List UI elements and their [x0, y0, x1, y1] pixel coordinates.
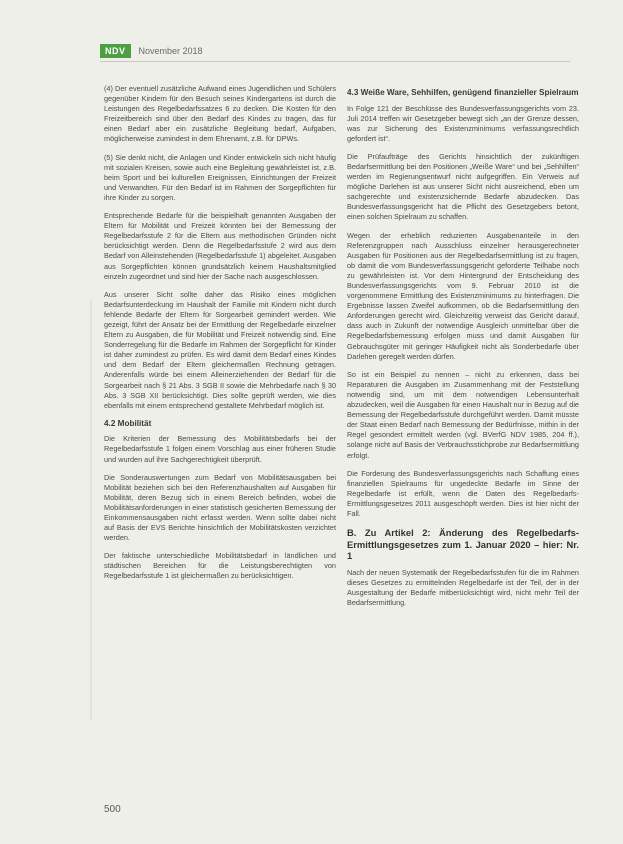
paragraph: Entsprechende Bedarfe für die beispielhaft genannten Ausgaben der Eltern für Mobilität und Freizeit könnten bei der Bemessung der Regelbedarfsstufe 2 für die Eltern aus methodischen Gründen nicht berücksichtigt werden. Denn die Regelbedarfsstufe 2 wird aus dem Bedarf von Alleinstehenden (Regelbedarfsstufe 1) abgeleitet. Ausgaben aus Sorgepflichten können grundsätzlich keinem Haushaltsmitglied einzeln zugeordnet und sind hier der Sache nach ausgeschlossen. — [104, 211, 336, 281]
paragraph: Wegen der erheblich reduzierten Ausgabenanteile in den Referenzgruppen nach Ausschluss einzelner herausgerechneter Ausgaben für Positionen aus der Regelbedarfsermittlung ist zu fragen, ob damit die vom Bundesverfassungsgericht geforderte Teilhabe noch zu gewährleisten ist. Vor dem Hintergrund der Entscheidung des Bundesverfassungsgerichts vom 9. Februar 2010 ist die vorgenommene Ermittlung des Existenzminimums zu hinterfragen. Die Ergebnisse lassen Zweifel aufkommen, ob die Bedarfsermittlung den Anforderungen gerecht wird. Gleichzeitig verweist das Gericht darauf, dass auch in Zukunft der notwendige Ausgleich unmittelbar über die Regelbedarfsbemessung erfolgen muss und damit Ausgaben für Gebrauchsgüter mit geringer Häufigkeit nicht als Sonderbedarfe über Darlehen geregelt werden dürfen. — [347, 230, 579, 361]
paragraph: Die Kriterien der Bemessung des Mobilitätsbedarfs bei der Regelbedarfsstufe 1 folgen einem Vorschlag aus einer früheren Studie und wurden auf ihre Sachgerechtigkeit überprüft. — [104, 434, 336, 464]
page-header — [100, 44, 203, 58]
paragraph: Die Forderung des Bundesverfassungsgerichts nach Schaffung eines finanziellen Spielraums für ungedeckte Bedarfe im Sinne der Regelbedarfe ist erfüllt, wenn die Daten des Regelbedarfs-Ermittlungsgesetzes 2011 ausgeschöpft werden. Dies ist hier nicht der Fall. — [347, 468, 579, 518]
paragraph: Nach der neuen Systematik der Regelbedarfsstufen für die im Rahmen dieses Gesetzes zu ermittelnden Regelbedarfe ist der Teil, der in der Ausgestaltung der Bedarfe mitberücksichtigt wird, nicht mehr Teil der Bedarfsermittlung. — [347, 567, 579, 607]
page-number: 500 — [104, 804, 121, 815]
paragraph: So ist ein Beispiel zu nennen – nicht zu erkennen, dass bei Reparaturen die Ausgaben im Zusammenhang mit der Feststellung notwendig sind, um mit dem notwendigen Lebensunterhalt abzudecken, weil die Ausgaben für einen Haushalt nur in Bezug auf die Bemessung der Regelbedarfsstufe durchgeführt werden. Damit müsste der Staat einen Bedarf nach Bemessung der Bedürfnisse, mithin in der Regel gesondert ermittelt werden (vgl. BVerfG NDV 1985, 204 ff.), solange nicht auf Basis der Verbrauchsstichprobe zur Bedarfsermittlung erfolgt. — [347, 369, 579, 460]
journal-badge: NDV — [100, 44, 131, 58]
paragraph: Die Sonderauswertungen zum Bedarf von Mobilitätsausgaben bei Mobilität beziehen sich bei den Referenzhaushalten auf Ausgaben für Mobilität, deren Bezug sich in einem Bereich befinden, wobei die Mobilitätsanforderungen in einer statistisch gesicherten Bemessung der Einkommensausgaben nicht erfasst werden. Wenn sollte dabei nicht auf Basis der EVS Berichte hinsichtlich der Mobilitätskosten verzichtet werden. — [104, 472, 336, 543]
paragraph: (5) Sie denkt nicht, die Anlagen und Kinder entwickeln sich nicht häufig mit sozialen Kreisen, sowie auch eine Begleitung gewährleistet ist, z.B. beim Sport und bei kulturellen Ereignissen, Einrichtungen der Freizeit und Verwandten. Für den Bedarf ist im Rahmen der Sorgepflichten für ihre Kinder zu sorgen. — [104, 152, 336, 202]
paragraph: Der faktische unterschiedliche Mobilitätsbedarf in ländlichen und städtischen Bereichen für die Leistungsberechtigten von Regelbedarfsstufe 1 ist gleichermaßen zu berücksichtigen. — [104, 551, 336, 581]
section-heading-mobility: 4.2 Mobilität — [104, 418, 152, 428]
right-column — [347, 84, 579, 616]
issue-date: November 2018 — [138, 46, 203, 56]
paragraph: Aus unserer Sicht sollte daher das Risiko eines möglichen Bedarfsunterdeckung im Haushalt der Familie mit Kindern nicht durch fehlende Bedarfe der Eltern für Sorgearbeit gemindert werden. Wie gezeigt, führt der Ansatz bei der Ermittlung der Regelbedarfe einzelner Eltern zu Ausgaben, die für Mobilität und Freizeit notwendig sind. Eine Sonderregelung für die Bedarfe im Rahmen der Sorgepflicht für Kinder ist daher zumindest zu prüfen. Es wird damit dem Bedarf eines Kindes und dem Bedarf der Eltern gleichermaßen Rechnung getragen. Anderenfalls würde bei einem Alleinerziehenden der Bedarf für die Sorgearbeit nach § 21 Abs. 3 SGB II sowie die Mehrbedarfe nach § 30 Abs. 3 SGB XII berücksichtigt. Dies sollte geprüft werden, wie dies ebenfalls mit einem entsprechend gestaltete Mehrbedarf möglich ist. — [104, 289, 336, 410]
paragraph: In Folge 121 der Beschlüsse des Bundesverfassungsgerichts vom 23. Juli 2014 treffen wir Gesetzgeber bewegt sich „an der Grenze dessen, was zur Sicherung des Existenzminimums verfassungsrechtlich gefordert ist“. — [347, 103, 579, 143]
margin-mark — [90, 300, 92, 720]
article-heading: B. Zu Artikel 2: Änderung des Regelbedarfs-Ermittlungsgesetzes zum 1. Januar 2020 – hier: Nr. 1 — [347, 527, 579, 562]
left-column — [104, 84, 336, 590]
header-divider — [100, 61, 570, 62]
paragraph: (4) Der eventuell zusätzliche Aufwand eines Jugendlichen und Schülers gegenüber Kindern für den Besuch seines Kindergartens ist durch die Leistungen des Regelbedarfssatzes 6 zu decken. Die Kosten für den Freizeitbereich sind über den Bedarf des Kindes zu tragen, das für einen Bedarf aber ein zusätzliche Begleitung bedarf, Aufgaben, möglicherweise zumindest in dem Ehrenamt, z.B. für DPWs. — [104, 84, 336, 144]
paragraph: Die Prüfaufträge des Gerichts hinsichtlich der zukünftigen Bedarfsermittlung bei den Positionen „Weiße Ware“ und bei „Sehhilfen“ werden im Regierungsentwurf nicht aufgegriffen. Ein Verweis auf mögliche Darlehen ist aus unserer Sicht nicht ausreichend, eben um sachgerechte und existenzsichernde Bedarfe abzudecken. Das Bundesverfassungsgericht hat die Pflicht des Gesetzgebers betont, einen solchen Spielraum zu schaffen. — [347, 151, 579, 222]
section-heading-white-goods: 4.3 Weiße Ware, Sehhilfen, genügend finanzieller Spielraum — [347, 88, 579, 97]
